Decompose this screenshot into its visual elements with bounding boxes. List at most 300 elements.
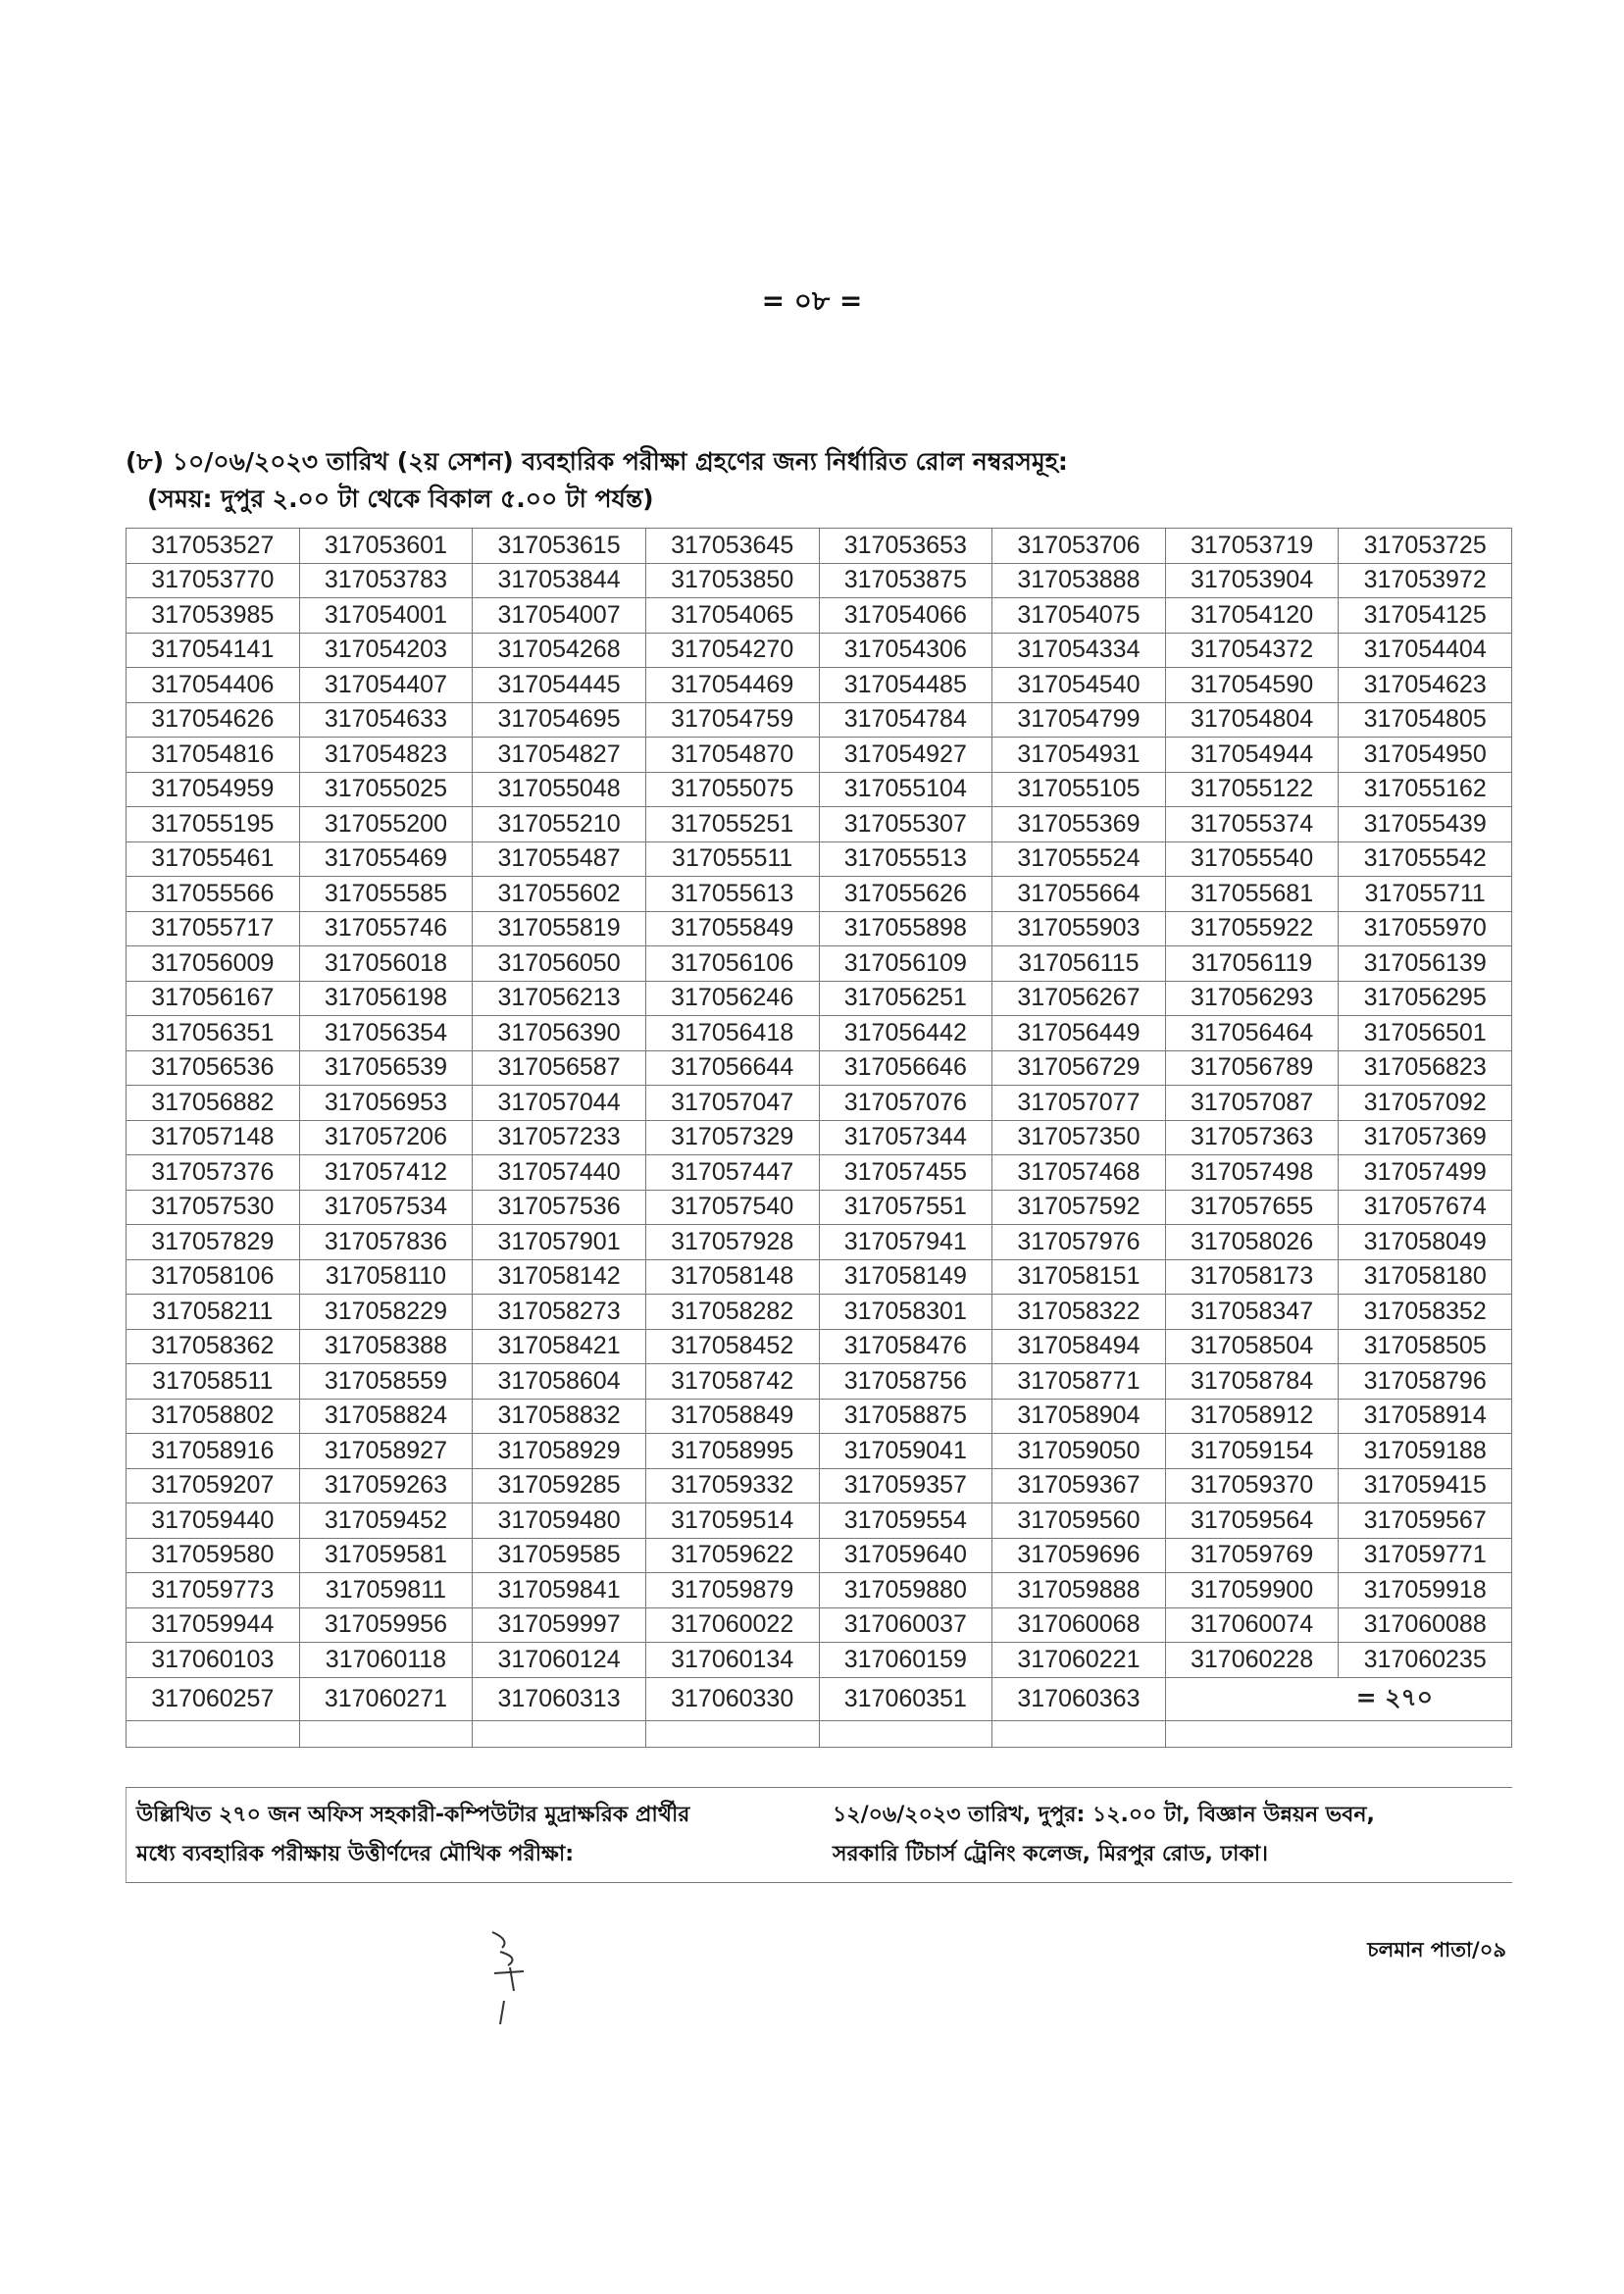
roll-number-cell: 317057829 — [127, 1225, 300, 1260]
roll-number-cell: 317057534 — [299, 1190, 473, 1225]
roll-number-cell: 317056351 — [127, 1016, 300, 1051]
roll-number-cell: 317059357 — [819, 1468, 992, 1504]
roll-number-cell: 317057047 — [645, 1086, 819, 1121]
roll-number-cell: 317059997 — [473, 1607, 646, 1643]
roll-number-cell: 317059956 — [299, 1607, 473, 1643]
table-row — [127, 1190, 1512, 1225]
roll-number-cell: 317053645 — [645, 529, 819, 564]
continuation-note: চলমান পাতা/০৯ — [1367, 1938, 1506, 1962]
roll-number-cell: 317059440 — [127, 1504, 300, 1539]
roll-number-cell: 317054590 — [1165, 668, 1339, 703]
roll-number-cell: 317058347 — [1165, 1295, 1339, 1330]
roll-number-cell: 317056246 — [645, 981, 819, 1016]
roll-number-cell: 317059207 — [127, 1468, 300, 1504]
roll-number-cell: 317055664 — [992, 877, 1166, 912]
roll-number-cell: 317057499 — [1339, 1155, 1512, 1191]
roll-number-cell: 317054141 — [127, 633, 300, 668]
roll-number-cell: 317057836 — [299, 1225, 473, 1260]
roll-number-cell: 317058229 — [299, 1295, 473, 1330]
roll-number-cell: 317058151 — [992, 1259, 1166, 1295]
roll-number-cell: 317058742 — [645, 1364, 819, 1400]
roll-number-cell: 317056449 — [992, 1016, 1166, 1051]
roll-number-cell: 317058352 — [1339, 1295, 1512, 1330]
roll-number-cell: 317056267 — [992, 981, 1166, 1016]
table-row — [127, 1086, 1512, 1121]
roll-number-cell: 317057148 — [127, 1120, 300, 1155]
roll-number-cell: 317055540 — [1165, 841, 1339, 877]
roll-number-cell: 317054799 — [992, 702, 1166, 738]
roll-number-cell: 317057592 — [992, 1190, 1166, 1225]
viva-schedule — [823, 1788, 1512, 1882]
roll-number-cell: 317060330 — [645, 1677, 819, 1720]
roll-number-cell: 317059581 — [299, 1538, 473, 1573]
table-row — [127, 1120, 1512, 1155]
roll-number-cell: 317055681 — [1165, 877, 1339, 912]
roll-number-cell: 317055487 — [473, 841, 646, 877]
roll-number-cell: 317059640 — [819, 1538, 992, 1573]
roll-number-cell: 317054125 — [1339, 598, 1512, 634]
roll-number-cell: 317057498 — [1165, 1155, 1339, 1191]
roll-number-cell: 317058026 — [1165, 1225, 1339, 1260]
empty-cell — [645, 1720, 819, 1747]
empty-cell — [299, 1720, 473, 1747]
roll-number-cell: 317058559 — [299, 1364, 473, 1400]
roll-number-cell: 317059154 — [1165, 1434, 1339, 1469]
roll-number-cell: 317059367 — [992, 1468, 1166, 1504]
roll-number-cell: 317059580 — [127, 1538, 300, 1573]
roll-number-cell: 317056119 — [1165, 946, 1339, 982]
roll-number-cell: 317054406 — [127, 668, 300, 703]
total-count: = ২৭০ — [1165, 1677, 1511, 1720]
roll-number-cell: 317056418 — [645, 1016, 819, 1051]
roll-number-cell: 317053719 — [1165, 529, 1339, 564]
roll-number-cell: 317057369 — [1339, 1120, 1512, 1155]
roll-number-cell: 317058904 — [992, 1399, 1166, 1434]
roll-number-cell: 317055210 — [473, 807, 646, 842]
table-row — [127, 772, 1512, 807]
roll-number-cell: 317056293 — [1165, 981, 1339, 1016]
roll-number-cell: 317060313 — [473, 1677, 646, 1720]
roll-number-cell: 317053888 — [992, 563, 1166, 598]
table-row — [127, 1295, 1512, 1330]
roll-number-cell: 317058771 — [992, 1364, 1166, 1400]
roll-number-cell: 317056587 — [473, 1050, 646, 1086]
roll-number-cell: 317057540 — [645, 1190, 819, 1225]
roll-number-cell: 317055626 — [819, 877, 992, 912]
roll-number-cell: 317054695 — [473, 702, 646, 738]
empty-cell — [1165, 1720, 1511, 1747]
roll-number-cell: 317057363 — [1165, 1120, 1339, 1155]
roll-number-cell: 317054066 — [819, 598, 992, 634]
roll-number-cell: 317058142 — [473, 1259, 646, 1295]
roll-number-cell: 317053875 — [819, 563, 992, 598]
roll-number-cell: 317056139 — [1339, 946, 1512, 982]
table-row — [127, 1225, 1512, 1260]
roll-number-cell: 317055307 — [819, 807, 992, 842]
table-row — [127, 1016, 1512, 1051]
roll-number-cell: 317056882 — [127, 1086, 300, 1121]
roll-number-cell: 317057344 — [819, 1120, 992, 1155]
roll-number-cell: 317058875 — [819, 1399, 992, 1434]
viva-description — [126, 1788, 823, 1882]
table-spacer-row — [127, 1720, 1512, 1747]
roll-number-cell: 317055903 — [992, 911, 1166, 946]
roll-number-cell: 317054445 — [473, 668, 646, 703]
roll-number-cell: 317060221 — [992, 1643, 1166, 1678]
roll-number-cell: 317060068 — [992, 1607, 1166, 1643]
roll-number-cell: 317059769 — [1165, 1538, 1339, 1573]
roll-number-cell: 317053985 — [127, 598, 300, 634]
roll-number-cell: 317054959 — [127, 772, 300, 807]
roll-number-cell: 317053527 — [127, 529, 300, 564]
roll-number-cell: 317055374 — [1165, 807, 1339, 842]
roll-number-cell: 317055970 — [1339, 911, 1512, 946]
roll-number-cell: 317058832 — [473, 1399, 646, 1434]
roll-number-cell: 317057536 — [473, 1190, 646, 1225]
roll-number-cell: 317053904 — [1165, 563, 1339, 598]
roll-number-cell: 317059771 — [1339, 1538, 1512, 1573]
table-row — [127, 1504, 1512, 1539]
roll-number-cell: 317058211 — [127, 1295, 300, 1330]
roll-number-cell: 317058511 — [127, 1364, 300, 1400]
roll-number-cell: 317054469 — [645, 668, 819, 703]
roll-number-cell: 317058322 — [992, 1295, 1166, 1330]
roll-number-cell: 317056198 — [299, 981, 473, 1016]
roll-number-cell: 317055819 — [473, 911, 646, 946]
roll-number-cell: 317058802 — [127, 1399, 300, 1434]
roll-number-cell: 317059564 — [1165, 1504, 1339, 1539]
roll-number-cell: 317056167 — [127, 981, 300, 1016]
roll-number-cell: 317059622 — [645, 1538, 819, 1573]
table-row — [127, 1677, 1512, 1720]
roll-number-cell: 317058106 — [127, 1259, 300, 1295]
table-row — [127, 529, 1512, 564]
roll-number-cell: 317053725 — [1339, 529, 1512, 564]
table-row — [127, 1607, 1512, 1643]
roll-number-cell: 317059263 — [299, 1468, 473, 1504]
roll-number-cell: 317056251 — [819, 981, 992, 1016]
roll-number-cell: 317057087 — [1165, 1086, 1339, 1121]
roll-number-cell: 317057468 — [992, 1155, 1166, 1191]
roll-number-cell: 317054001 — [299, 598, 473, 634]
roll-number-cell: 317057350 — [992, 1120, 1166, 1155]
roll-number-cell: 317056789 — [1165, 1050, 1339, 1086]
signature-mark — [481, 1922, 539, 2030]
roll-number-cell: 317059888 — [992, 1573, 1166, 1608]
roll-number-cell: 317055048 — [473, 772, 646, 807]
roll-number-cell: 317060228 — [1165, 1643, 1339, 1678]
roll-number-cell: 317056823 — [1339, 1050, 1512, 1086]
roll-number-cell: 317059944 — [127, 1607, 300, 1643]
roll-number-cell: 317053850 — [645, 563, 819, 598]
roll-number-cell: 317057447 — [645, 1155, 819, 1191]
table-row — [127, 598, 1512, 634]
roll-number-cell: 317054626 — [127, 702, 300, 738]
table-row — [127, 668, 1512, 703]
roll-number-cell: 317057530 — [127, 1190, 300, 1225]
roll-number-cell: 317056050 — [473, 946, 646, 982]
roll-number-cell: 317057044 — [473, 1086, 646, 1121]
roll-number-cell: 317055746 — [299, 911, 473, 946]
roll-number-cell: 317053653 — [819, 529, 992, 564]
roll-number-cell: 317055585 — [299, 877, 473, 912]
roll-number-cell: 317055602 — [473, 877, 646, 912]
roll-number-cell: 317059880 — [819, 1573, 992, 1608]
roll-number-cell: 317054007 — [473, 598, 646, 634]
roll-number-cell: 317053783 — [299, 563, 473, 598]
roll-number-cell: 317059554 — [819, 1504, 992, 1539]
roll-number-cell: 317058929 — [473, 1434, 646, 1469]
table-row — [127, 946, 1512, 982]
table-row — [127, 981, 1512, 1016]
roll-number-cell: 317054816 — [127, 738, 300, 773]
roll-number-cell: 317060159 — [819, 1643, 992, 1678]
roll-number-cell: 317054485 — [819, 668, 992, 703]
section-heading — [126, 443, 1068, 518]
empty-cell — [992, 1720, 1166, 1747]
roll-number-cell: 317060134 — [645, 1643, 819, 1678]
table-row — [127, 1468, 1512, 1504]
roll-number-cell: 317060022 — [645, 1607, 819, 1643]
empty-cell — [473, 1720, 646, 1747]
table-row — [127, 1259, 1512, 1295]
roll-number-cell: 317059514 — [645, 1504, 819, 1539]
roll-number-cell: 317059452 — [299, 1504, 473, 1539]
roll-number-cell: 317060363 — [992, 1677, 1166, 1720]
roll-number-cell: 317056953 — [299, 1086, 473, 1121]
roll-number-cell: 317057076 — [819, 1086, 992, 1121]
roll-number-cell: 317054270 — [645, 633, 819, 668]
roll-number-cell: 317057077 — [992, 1086, 1166, 1121]
roll-number-cell: 317058604 — [473, 1364, 646, 1400]
roll-number-cell: 317054784 — [819, 702, 992, 738]
roll-number-cell: 317057440 — [473, 1155, 646, 1191]
roll-number-cell: 317058421 — [473, 1329, 646, 1364]
roll-number-cell: 317056213 — [473, 981, 646, 1016]
roll-number-cell: 317055469 — [299, 841, 473, 877]
roll-number-cell: 317055025 — [299, 772, 473, 807]
roll-number-cell: 317057233 — [473, 1120, 646, 1155]
roll-number-cell: 317059332 — [645, 1468, 819, 1504]
table-row — [127, 563, 1512, 598]
roll-number-cell: 317053615 — [473, 529, 646, 564]
roll-number-cell: 317055439 — [1339, 807, 1512, 842]
roll-number-cell: 317058756 — [819, 1364, 992, 1400]
table-row — [127, 1434, 1512, 1469]
roll-number-cell: 317059773 — [127, 1573, 300, 1608]
roll-number-cell: 317058916 — [127, 1434, 300, 1469]
roll-number-cell: 317058912 — [1165, 1399, 1339, 1434]
roll-number-cell: 317057941 — [819, 1225, 992, 1260]
roll-number-cell: 317059841 — [473, 1573, 646, 1608]
roll-number-cell: 317054927 — [819, 738, 992, 773]
roll-number-cell: 317058784 — [1165, 1364, 1339, 1400]
roll-number-cell: 317059900 — [1165, 1573, 1339, 1608]
table-row — [127, 1538, 1512, 1573]
roll-number-cell: 317055162 — [1339, 772, 1512, 807]
roll-number-cell: 317054203 — [299, 633, 473, 668]
roll-number-cell: 317054804 — [1165, 702, 1339, 738]
roll-number-cell: 317058824 — [299, 1399, 473, 1434]
table-row — [127, 807, 1512, 842]
roll-number-cell: 317056539 — [299, 1050, 473, 1086]
roll-number-cell: 317054075 — [992, 598, 1166, 634]
roll-number-cell: 317054306 — [819, 633, 992, 668]
roll-number-cell: 317056644 — [645, 1050, 819, 1086]
roll-number-cell: 317057976 — [992, 1225, 1166, 1260]
roll-number-cell: 317053972 — [1339, 563, 1512, 598]
empty-cell — [819, 1720, 992, 1747]
roll-number-cell: 317056354 — [299, 1016, 473, 1051]
roll-number-cell: 317054759 — [645, 702, 819, 738]
roll-number-cell: 317059480 — [473, 1504, 646, 1539]
table-row — [127, 738, 1512, 773]
roll-number-cell: 317054407 — [299, 668, 473, 703]
heading-line-2: (সময়: দুপুর ২.০০ টা থেকে বিকাল ৫.০০ টা পর্যন্ত) — [147, 484, 654, 513]
table-row — [127, 1050, 1512, 1086]
roll-number-cell: 317058494 — [992, 1329, 1166, 1364]
roll-number-cell: 317058505 — [1339, 1329, 1512, 1364]
roll-number-cell: 317058476 — [819, 1329, 992, 1364]
roll-number-cell: 317057329 — [645, 1120, 819, 1155]
roll-number-cell: 317059415 — [1339, 1468, 1512, 1504]
roll-number-cell: 317057206 — [299, 1120, 473, 1155]
roll-number-cell: 317054633 — [299, 702, 473, 738]
roll-number-cell: 317054065 — [645, 598, 819, 634]
roll-number-cell: 317059050 — [992, 1434, 1166, 1469]
roll-number-cell: 317055922 — [1165, 911, 1339, 946]
roll-number-cell: 317059585 — [473, 1538, 646, 1573]
roll-number-cell: 317058362 — [127, 1329, 300, 1364]
viva-left-line-2: মধ্যে ব্যবহারিক পরীক্ষায় উত্তীর্ণদের মৌখিক পরীক্ষা: — [136, 1842, 575, 1866]
roll-number-cell: 317055251 — [645, 807, 819, 842]
roll-number-cell: 317058149 — [819, 1259, 992, 1295]
roll-number-cell: 317056501 — [1339, 1016, 1512, 1051]
roll-number-cell: 317054870 — [645, 738, 819, 773]
table-row — [127, 633, 1512, 668]
roll-number-cell: 317058173 — [1165, 1259, 1339, 1295]
roll-number-cell: 317056390 — [473, 1016, 646, 1051]
roll-number-cell: 317058452 — [645, 1329, 819, 1364]
roll-number-cell: 317058388 — [299, 1329, 473, 1364]
roll-number-cell: 317055542 — [1339, 841, 1512, 877]
roll-number-cell: 317055195 — [127, 807, 300, 842]
roll-number-cell: 317054944 — [1165, 738, 1339, 773]
roll-number-cell: 317056464 — [1165, 1016, 1339, 1051]
roll-number-cell: 317055524 — [992, 841, 1166, 877]
roll-number-cell: 317055461 — [127, 841, 300, 877]
empty-cell — [127, 1720, 300, 1747]
roll-number-cell: 317058148 — [645, 1259, 819, 1295]
roll-number-cell: 317059285 — [473, 1468, 646, 1504]
table-row — [127, 1155, 1512, 1191]
roll-number-cell: 317054805 — [1339, 702, 1512, 738]
roll-number-cell: 317054334 — [992, 633, 1166, 668]
roll-number-cell: 317057674 — [1339, 1190, 1512, 1225]
roll-number-cell: 317060257 — [127, 1677, 300, 1720]
roll-number-cell: 317057655 — [1165, 1190, 1339, 1225]
roll-number-cell: 317058927 — [299, 1434, 473, 1469]
roll-number-cell: 317055711 — [1339, 877, 1512, 912]
roll-number-cell: 317055200 — [299, 807, 473, 842]
roll-number-cell: 317055511 — [645, 841, 819, 877]
roll-number-cell: 317055849 — [645, 911, 819, 946]
roll-number-cell: 317059560 — [992, 1504, 1166, 1539]
roll-number-cell: 317057551 — [819, 1190, 992, 1225]
viva-info-box — [126, 1787, 1512, 1883]
roll-number-cell: 317059696 — [992, 1538, 1166, 1573]
roll-number-cell: 317054827 — [473, 738, 646, 773]
roll-number-cell: 317056115 — [992, 946, 1166, 982]
roll-number-cell: 317055717 — [127, 911, 300, 946]
roll-number-cell: 317054823 — [299, 738, 473, 773]
roll-number-cell: 317055513 — [819, 841, 992, 877]
roll-number-cell: 317054120 — [1165, 598, 1339, 634]
roll-number-cell: 317057092 — [1339, 1086, 1512, 1121]
roll-number-cell: 317058796 — [1339, 1364, 1512, 1400]
roll-number-cell: 317056442 — [819, 1016, 992, 1051]
table-row — [127, 841, 1512, 877]
roll-number-cell: 317054268 — [473, 633, 646, 668]
roll-number-table — [126, 528, 1512, 1748]
roll-number-cell: 317058282 — [645, 1295, 819, 1330]
heading-line-1: (৮) ১০/০৬/২০২৩ তারিখ (২য় সেশন) ব্যবহারিক পরীক্ষা গ্রহণের জন্য নির্ধারিত রোল নম্বরসমূহ: — [126, 447, 1068, 476]
roll-number-cell: 317055104 — [819, 772, 992, 807]
roll-number-cell: 317056018 — [299, 946, 473, 982]
roll-number-cell: 317060351 — [819, 1677, 992, 1720]
roll-number-cell: 317060103 — [127, 1643, 300, 1678]
roll-number-cell: 317056646 — [819, 1050, 992, 1086]
viva-right-line-2: সরকারি টিচার্স ট্রেনিং কলেজ, মিরপুর রোড, ঢাকা। — [833, 1842, 1268, 1866]
roll-number-cell: 317057376 — [127, 1155, 300, 1191]
roll-number-cell: 317060037 — [819, 1607, 992, 1643]
roll-number-cell: 317056295 — [1339, 981, 1512, 1016]
roll-number-cell: 317056729 — [992, 1050, 1166, 1086]
roll-number-cell: 317054372 — [1165, 633, 1339, 668]
table-row — [127, 911, 1512, 946]
roll-number-cell: 317055566 — [127, 877, 300, 912]
roll-number-cell: 317060124 — [473, 1643, 646, 1678]
roll-number-cell: 317058301 — [819, 1295, 992, 1330]
roll-number-cell: 317057455 — [819, 1155, 992, 1191]
roll-number-cell: 317059567 — [1339, 1504, 1512, 1539]
roll-number-cell: 317057928 — [645, 1225, 819, 1260]
table-row — [127, 1364, 1512, 1400]
roll-number-cell: 317057412 — [299, 1155, 473, 1191]
roll-number-cell: 317053844 — [473, 563, 646, 598]
roll-number-cell: 317055613 — [645, 877, 819, 912]
table-row — [127, 1643, 1512, 1678]
roll-number-cell: 317056109 — [819, 946, 992, 982]
roll-number-cell: 317057901 — [473, 1225, 646, 1260]
table-row — [127, 702, 1512, 738]
viva-left-line-1: উল্লিখিত ২৭০ জন অফিস সহকারী-কম্পিউটার মুদ্রাক্ষরিক প্রার্থীর — [136, 1803, 690, 1827]
roll-number-cell: 317060235 — [1339, 1643, 1512, 1678]
roll-number-cell: 317060088 — [1339, 1607, 1512, 1643]
roll-number-cell: 317059879 — [645, 1573, 819, 1608]
roll-number-cell: 317058914 — [1339, 1399, 1512, 1434]
roll-number-cell: 317054404 — [1339, 633, 1512, 668]
viva-right-line-1: ১২/০৬/২০২৩ তারিখ, দুপুর: ১২.০০ টা, বিজ্ঞান উন্নয়ন ভবন, — [833, 1803, 1375, 1827]
table-row — [127, 1573, 1512, 1608]
page-number: = ০৮ = — [761, 284, 863, 317]
roll-number-cell: 317056009 — [127, 946, 300, 982]
roll-number-cell: 317054540 — [992, 668, 1166, 703]
roll-number-cell: 317055898 — [819, 911, 992, 946]
roll-number-cell: 317059918 — [1339, 1573, 1512, 1608]
roll-number-cell: 317056536 — [127, 1050, 300, 1086]
roll-number-cell: 317056106 — [645, 946, 819, 982]
